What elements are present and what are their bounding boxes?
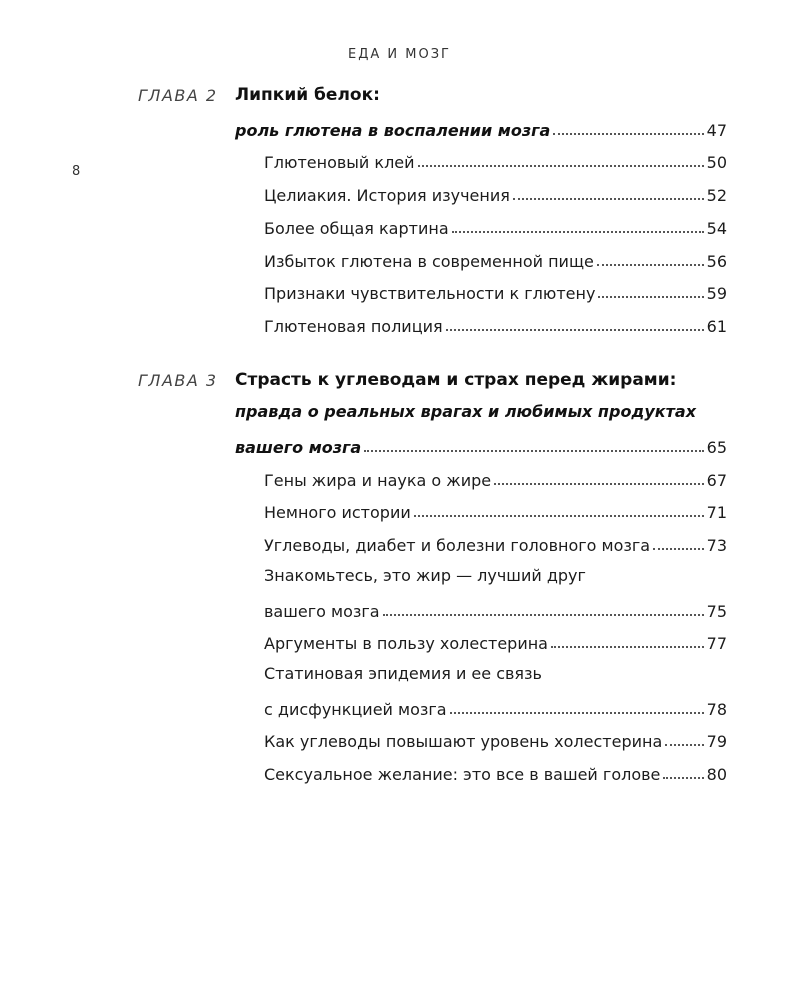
section-entry-leader: [653, 532, 704, 550]
section-entry-page: 79: [706, 732, 727, 752]
chapter-entry-title: вашего мозга: [235, 438, 362, 457]
section-entry: [264, 150, 727, 173]
section-entry-page: 50: [706, 153, 727, 173]
section-entry-leader: [446, 313, 704, 331]
section-entry-title: вашего мозга: [264, 601, 380, 621]
section-entry-title: Целиакия. История изучения: [264, 186, 510, 206]
section-entry-page: 80: [706, 765, 727, 784]
section-entry: [264, 468, 727, 491]
section-entry-title: Признаки чувствительности к глютену: [264, 284, 596, 304]
section-entry: [264, 281, 727, 304]
section-entry: [264, 314, 727, 337]
section-entry-title: с дисфункцией мозга: [264, 699, 447, 719]
chapter-title: Страсть к углеводам и страх перед жирами:: [235, 369, 677, 390]
chapter-entry: [235, 435, 727, 458]
section-entry-title: Аргументы в пользу холестерина: [264, 634, 548, 654]
section-title-line: Знакомьтесь, это жир — лучший друг: [264, 565, 586, 585]
section-entry-page: 77: [706, 634, 727, 654]
section-title-line: Статиновая эпидемия и ее связь: [264, 663, 542, 683]
section-entry-title: Как углеводы повышают уровень холестерина: [264, 732, 663, 752]
section-entry: [264, 599, 727, 622]
section-entry-leader: [383, 598, 704, 616]
section-entry: [264, 249, 727, 272]
section-entry-title: Немного истории: [264, 503, 411, 523]
section-entry-title: Более общая картина: [264, 218, 449, 238]
section-entry-leader: [663, 761, 703, 779]
chapter-title: Липкий белок:: [235, 85, 380, 105]
section-entry: [264, 697, 727, 720]
section-entry-title: Избыток глютена в современной пище: [264, 251, 594, 271]
chapter-label: ГЛАВА 3: [138, 370, 218, 390]
chapter-entry-leader: [364, 434, 703, 452]
section-entry-page: 54: [706, 218, 727, 238]
section-entry-title: Углеводы, диабет и болезни головного мозга: [264, 536, 651, 556]
section-entry-leader: [450, 696, 704, 714]
section-entry-leader: [551, 630, 704, 648]
section-entry-title: Глютеновая полиция: [264, 316, 443, 336]
section-entry-leader: [452, 215, 704, 233]
section-entry-title: Сексуальное желание: это все в вашей голове: [264, 765, 661, 784]
section-entry: [264, 729, 727, 752]
section-entry-page: 71: [706, 503, 727, 523]
section-entry-page: 73: [706, 536, 727, 556]
section-entry-title: Гены жира и наука о жире: [264, 470, 492, 490]
section-entry-leader: [494, 467, 704, 485]
section-entry: [264, 500, 727, 523]
chapter-subtitle-line: правда о реальных врагах и любимых продуктах: [235, 402, 697, 422]
section-entry: [264, 216, 727, 239]
section-entry-leader: [597, 248, 704, 266]
section-entry-page: 75: [706, 601, 727, 621]
section-entry-page: 56: [706, 251, 727, 271]
section-entry: [264, 183, 727, 206]
chapter-entry-page: 47: [706, 120, 727, 140]
section-entry-leader: [513, 182, 704, 200]
section-entry-leader: [418, 149, 704, 167]
section-entry-page: 67: [706, 470, 727, 490]
section-entry-page: 78: [706, 699, 727, 719]
section-entry-page: 59: [706, 284, 727, 304]
chapter-entry-title: роль глютена в воспалении мозга: [235, 120, 551, 140]
chapter-label: ГЛАВА 2: [138, 86, 218, 105]
chapter-entry: [235, 118, 727, 141]
chapter-entry-leader: [553, 117, 703, 135]
section-entry: [264, 631, 727, 654]
section-entry-title: Глютеновый клей: [264, 153, 415, 173]
section-entry-leader: [598, 280, 703, 298]
chapter-entry-page: 65: [706, 438, 727, 457]
section-entry-page: 61: [706, 316, 727, 336]
running-head: ЕДА И МОЗГ: [348, 47, 451, 62]
section-entry: [264, 762, 727, 785]
section-entry: [264, 533, 727, 556]
page-number: 8: [72, 164, 81, 179]
section-entry-leader: [665, 728, 703, 746]
section-entry-page: 52: [706, 186, 727, 206]
section-entry-leader: [414, 499, 704, 517]
